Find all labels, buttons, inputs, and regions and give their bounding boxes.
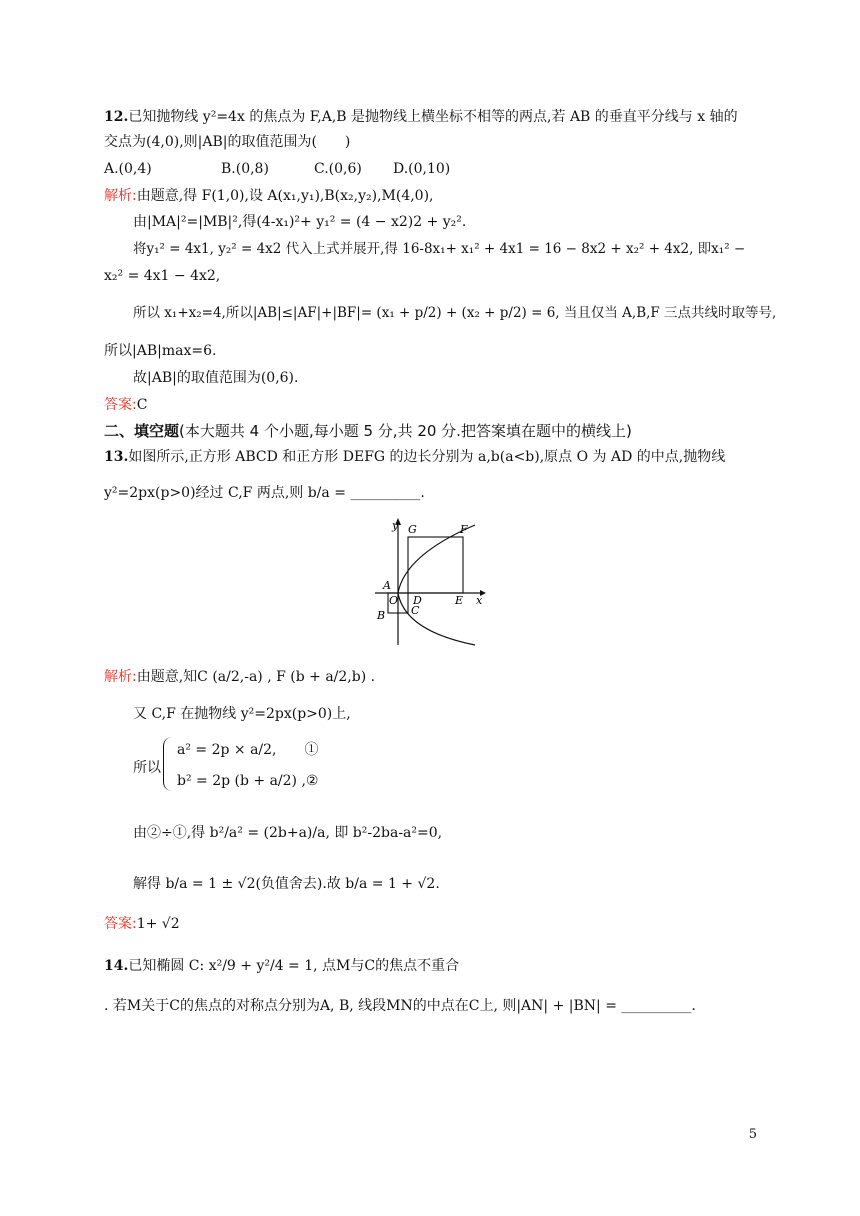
q13-line2: y²=2px(p>0)经过 C,F 两点,则 b/a = __________. — [104, 485, 425, 501]
q12-analysis-line5: 所以 x₁+x₂=4,所以|AB|≤|AF|+|BF|= (x₁ + p/2) + (x₂ + p/2) = 6, 当且仅当 A,B,F 三点共线时取等号, — [133, 305, 777, 321]
q13-line1: 13.如图所示,正方形 ABCD 和正方形 DEFG 的边长分别为 a,b(a<b),原点 O 为 AD 的中点,抛物线 — [104, 449, 726, 465]
q12-option-a: A.(0,4) — [104, 161, 152, 177]
analysis-label: 解析: — [104, 669, 137, 685]
label-o: O — [389, 594, 399, 607]
q12-option-d: D.(0,10) — [393, 161, 451, 177]
answer-label: 答案: — [104, 397, 137, 413]
q12-option-c: C.(0,6) — [314, 161, 362, 177]
brace — [163, 737, 174, 791]
label-b: B — [377, 609, 386, 622]
label-e: E — [455, 594, 464, 607]
q12-analysis-line2: 由|MA|²=|MB|²,得(4-x₁)²+ y₁² = (4 − x2)2 + y₂². — [133, 214, 467, 230]
q13-system-eq1: a² = 2p × a/2, ① — [177, 742, 319, 758]
answer-label: 答案: — [104, 916, 137, 932]
label-c: C — [411, 604, 420, 617]
q14-line1: 14.已知椭圆 C: x²/9 + y²/4 = 1, 点M与C的焦点不重合 — [104, 958, 460, 974]
q12-line1: 12.已知抛物线 y²=4x 的焦点为 F,A,B 是抛物线上横坐标不相等的两点,若 AB 的垂直平分线与 x 轴的 — [104, 109, 738, 125]
q13-answer: 答案:1+ √2 — [104, 916, 180, 932]
q13-analysis-line5: 解得 b/a = 1 ± √2(负值舍去).故 b/a = 1 + √2. — [133, 876, 440, 892]
q12-analysis-line6: 所以|AB|max=6. — [104, 343, 217, 359]
q12-analysis-line3: 将y₁² = 4x1, y₂² = 4x2 代入上式并展开,得 16-8x₁+ x₁² + 4x1 = 16 − 8x2 + x₂² + 4x2, 即x₁² − — [133, 241, 746, 257]
q13-analysis-line3: 所以 — [133, 760, 161, 776]
analysis-label: 解析: — [104, 188, 137, 204]
q13-analysis-line4: 由②÷①,得 b²/a² = (2b+a)/a, 即 b²-2ba-a²=0, — [133, 825, 443, 841]
q12-answer: 答案:C — [104, 397, 148, 413]
q13-analysis-line1: 解析:由题意,知C (a/2,-a) , F (b + a/2,b) . — [104, 669, 376, 685]
q13-analysis-line2: 又 C,F 在抛物线 y²=2px(p>0)上, — [133, 706, 351, 722]
label-x: x — [476, 594, 483, 607]
parabola-squares-figure — [370, 515, 490, 650]
label-y: y — [392, 519, 399, 532]
label-a: A — [383, 579, 391, 592]
q13-system-eq2: b² = 2p (b + a/2) ,② — [177, 773, 319, 789]
section-title: 二、填空题(本大题共 4 个小题,每小题 5 分,共 20 分.把答案填在题中的横线上) — [104, 422, 632, 440]
q12-analysis-line4: x₂² = 4x1 − 4x2, — [104, 268, 221, 284]
q12-analysis-line7: 故|AB|的取值范围为(0,6). — [133, 370, 299, 386]
q14-line2: . 若M关于C的焦点的对称点分别为A, B, 线段MN的中点在C上, 则|AN| + |BN| = __________. — [104, 998, 696, 1014]
q12-option-b: B.(0,8) — [221, 161, 269, 177]
label-d: D — [413, 594, 422, 607]
label-f: F — [460, 523, 468, 536]
q12-analysis-line1: 解析:由题意,得 F(1,0),设 A(x₁,y₁),B(x₂,y₂),M(4,0), — [104, 188, 434, 204]
page-number: 5 — [748, 1127, 757, 1142]
q12-line2: 交点为(4,0),则|AB|的取值范围为( ) — [104, 134, 351, 150]
label-g: G — [408, 523, 417, 536]
